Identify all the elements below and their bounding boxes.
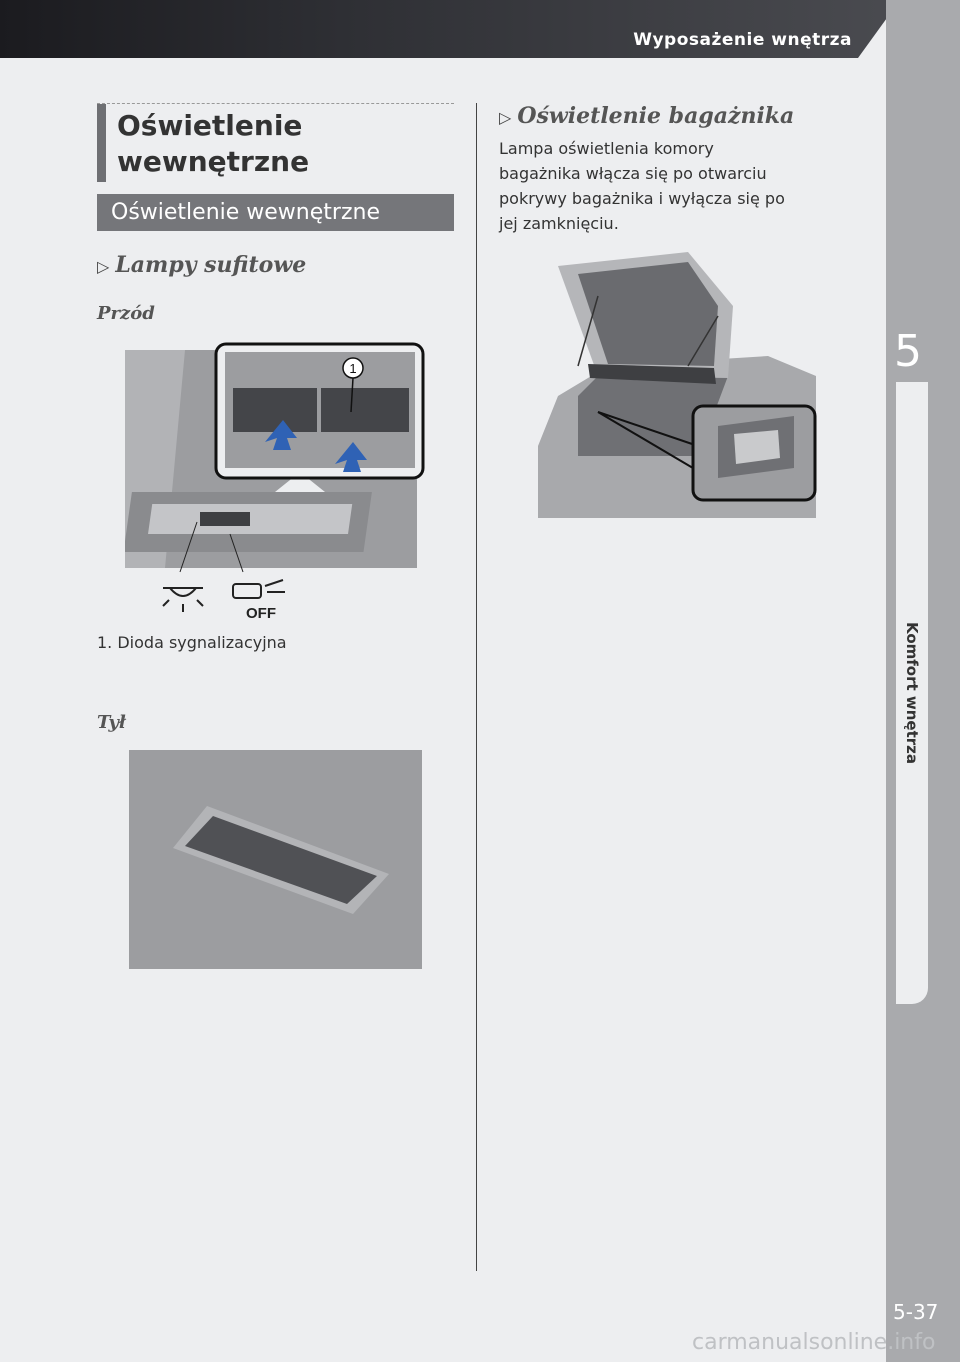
chapter-number: 5 bbox=[894, 326, 922, 377]
callout-number: 1 bbox=[349, 361, 357, 376]
section-title-bar bbox=[97, 104, 106, 182]
trunk-description: Lampa oświetlenia komory bagażnika włącza się po otwarciu pokrywy bagażnika i wyłącza się po jej zamknięciu. bbox=[499, 139, 785, 233]
front-label: Przód bbox=[97, 303, 155, 324]
lamp-on-icon bbox=[163, 588, 203, 612]
chapter-label: Komfort wnętrza bbox=[903, 621, 922, 765]
legend-item: 1. Dioda sygnalizacyjna bbox=[97, 633, 287, 652]
header-title: Wyposażenie wnętrza bbox=[633, 30, 852, 50]
column-divider bbox=[476, 103, 477, 1271]
page-number: 5-37 bbox=[893, 1300, 939, 1324]
front-lamp-illustration bbox=[125, 342, 425, 622]
rear-lamp-illustration bbox=[129, 750, 423, 970]
rear-label: Tył bbox=[97, 712, 126, 733]
ceiling-heading: ▷ Lampy sufitowe bbox=[97, 252, 307, 278]
watermark: carmanualsonline.info bbox=[692, 1330, 936, 1355]
heading-marker-icon: ▷ bbox=[499, 108, 512, 127]
heading-marker-icon: ▷ bbox=[97, 257, 110, 276]
section-title bbox=[97, 103, 454, 182]
subhead-text: Oświetlenie wewnętrzne bbox=[111, 200, 380, 225]
trunk-lamp-illustration bbox=[538, 246, 818, 520]
off-label: OFF bbox=[246, 605, 276, 622]
section-title-text: Oświetlenie wewnętrzne bbox=[117, 109, 310, 178]
subhead-band bbox=[97, 194, 454, 231]
lamp-off-icon bbox=[233, 580, 285, 598]
trunk-heading: ▷ Oświetlenie bagażnika bbox=[499, 103, 795, 129]
